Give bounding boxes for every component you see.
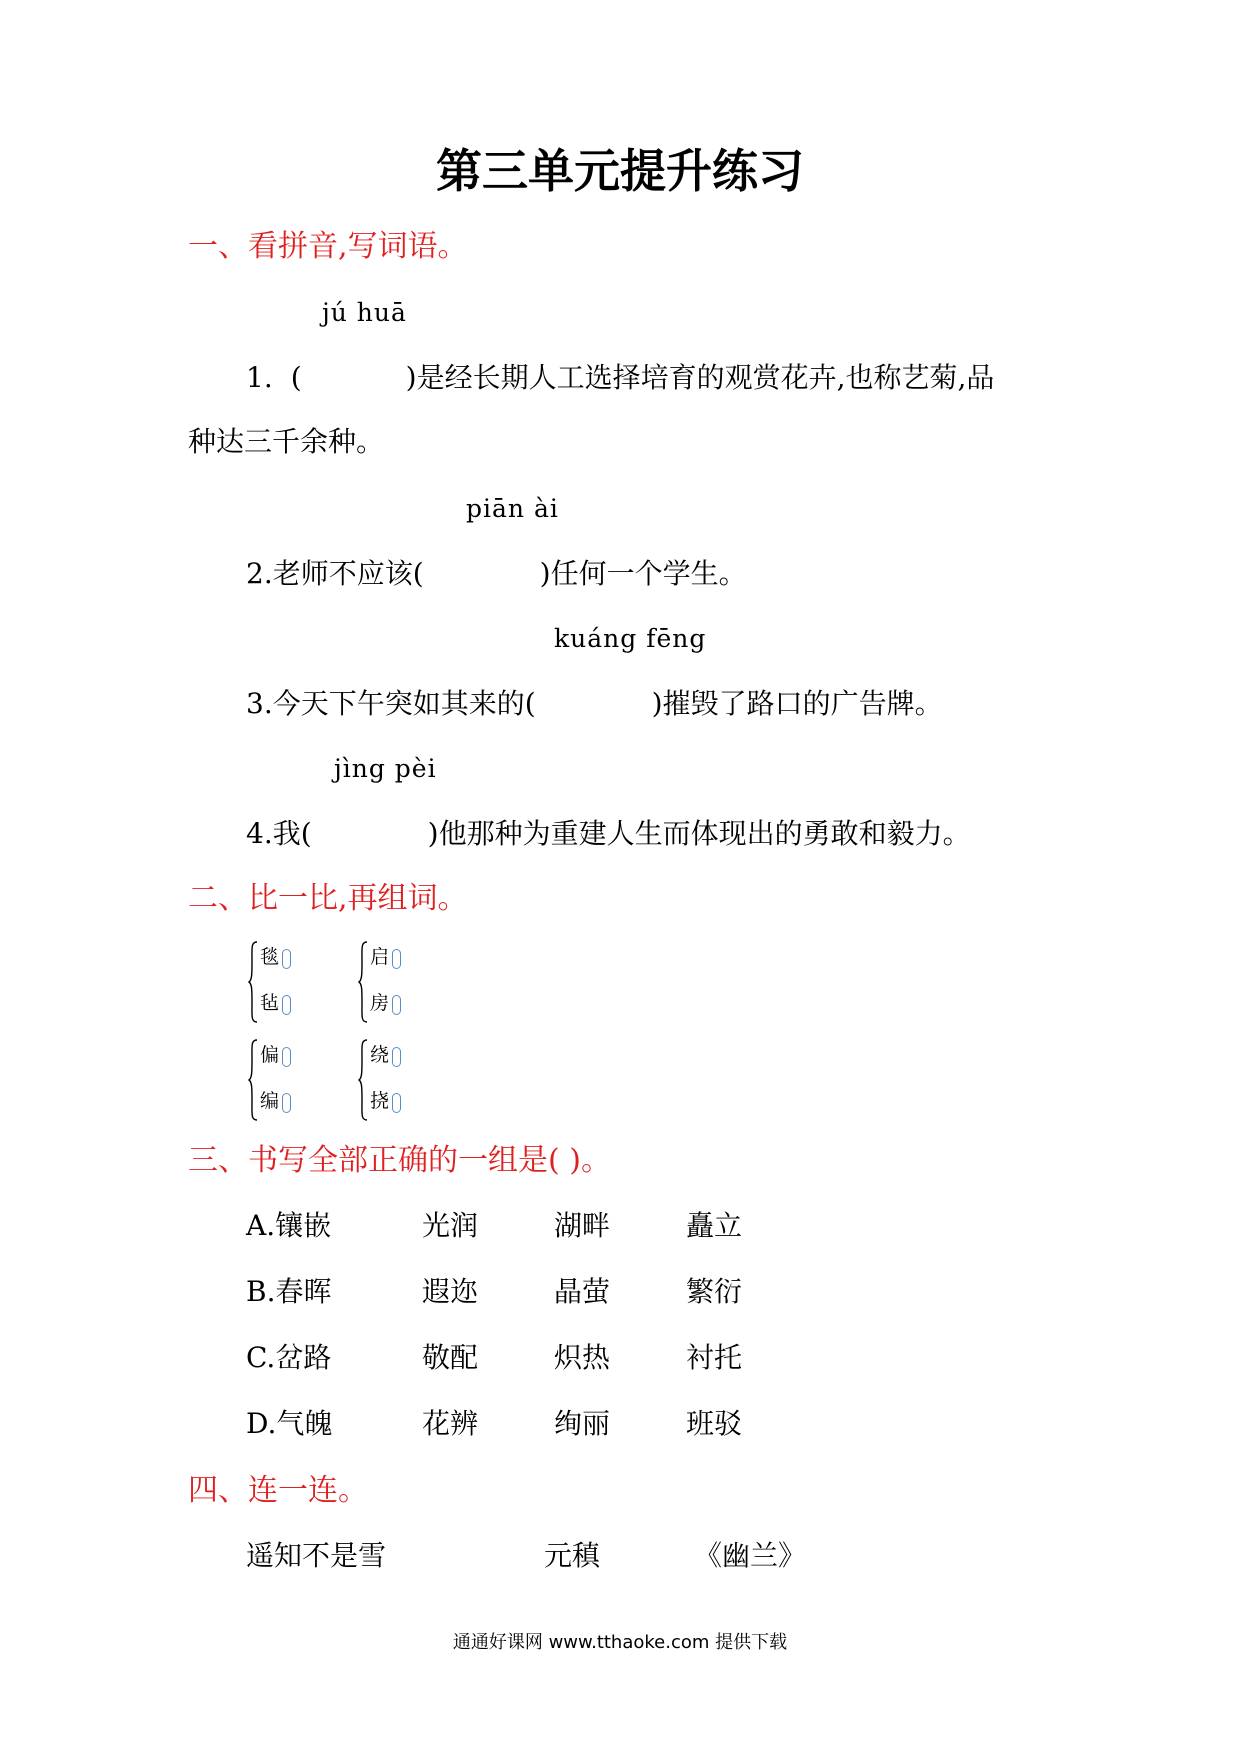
answer-paren[interactable] (392, 949, 401, 969)
option-b-word-3: 晶萤 (554, 1275, 611, 1308)
option-b-word-2: 遐迩 (422, 1275, 479, 1308)
pinyin-q4: jìng pèi (334, 754, 437, 783)
option-c-word-1[interactable]: C.岔路 (246, 1341, 332, 1374)
option-b-word-1[interactable]: B.春晖 (246, 1275, 332, 1308)
brace-icon (358, 940, 368, 1024)
option-d-word-3: 绚丽 (554, 1407, 611, 1440)
question-number: 1. (246, 361, 273, 394)
question-text-before: 2.老师不应该( (246, 557, 424, 590)
pair-char: 编 (260, 1090, 280, 1112)
pair-char: 房 (370, 992, 390, 1014)
open-paren: ( (290, 361, 302, 394)
pinyin-q3: kuáng fēng (554, 624, 707, 653)
pinyin-q1: jú huā (322, 298, 407, 327)
option-a-word-4: 矗立 (686, 1209, 743, 1242)
option-a-word-3: 湖畔 (554, 1209, 611, 1242)
pair-char: 偏 (260, 1044, 280, 1066)
pair-char: 毡 (260, 992, 280, 1014)
question-2 (246, 557, 747, 590)
pinyin-q2: piān ài (466, 494, 559, 523)
pair-char: 绕 (370, 1044, 390, 1066)
question-text: 是经长期人工选择培育的观赏花卉,也称艺菊,品 (416, 361, 995, 394)
question-4 (246, 817, 971, 850)
pair-char: 挠 (370, 1090, 390, 1112)
answer-paren[interactable] (282, 995, 291, 1015)
section-heading-4: 四、连一连。 (188, 1473, 368, 1508)
question-text-after: )摧毁了路口的广告牌。 (651, 687, 943, 720)
option-b-word-4: 繁衍 (686, 1275, 743, 1308)
question-3 (246, 687, 943, 720)
option-c-word-2: 敬配 (422, 1341, 479, 1374)
pair-char: 毯 (260, 946, 280, 968)
option-d-word-2: 花辨 (422, 1407, 479, 1440)
question-text-before: 3.今天下午突如其来的( (246, 687, 536, 720)
option-a-word-1[interactable]: A.镶嵌 (246, 1209, 332, 1242)
section-heading-3: 三、书写全部正确的一组是( )。 (188, 1143, 611, 1178)
match-author[interactable]: 元稹 (544, 1539, 601, 1572)
section-heading-1: 一、看拼音,写词语。 (188, 229, 468, 264)
brace-icon (358, 1038, 368, 1122)
brace-icon (248, 1038, 258, 1122)
option-d-word-4: 班驳 (686, 1407, 743, 1440)
close-paren: ) (405, 361, 417, 394)
question-1-line1 (246, 361, 995, 394)
match-poem-line[interactable]: 遥知不是雪 (246, 1539, 387, 1572)
match-title[interactable]: 《幽兰》 (694, 1539, 807, 1572)
page-title: 第三单元提升练习 (436, 144, 804, 198)
answer-paren[interactable] (392, 995, 401, 1015)
brace-icon (248, 940, 258, 1024)
answer-paren[interactable] (392, 1093, 401, 1113)
answer-paren[interactable] (282, 1093, 291, 1113)
answer-paren[interactable] (282, 949, 291, 969)
option-a-word-2: 光润 (422, 1209, 479, 1242)
answer-paren[interactable] (282, 1047, 291, 1067)
option-c-word-4: 衬托 (686, 1341, 743, 1374)
option-d-word-1[interactable]: D.气魄 (246, 1407, 333, 1440)
option-c-word-3: 炽热 (554, 1341, 611, 1374)
question-text-after: )他那种为重建人生而体现出的勇敢和毅力。 (427, 817, 971, 850)
answer-paren[interactable] (392, 1047, 401, 1067)
section-heading-2: 二、比一比,再组词。 (188, 881, 468, 916)
question-1-line2: 种达三千余种。 (188, 425, 385, 458)
pair-char: 启 (370, 946, 390, 968)
question-text-after: )任何一个学生。 (539, 557, 747, 590)
question-text-before: 4.我( (246, 817, 312, 850)
footer-credit: 通通好课网 www.tthaoke.com 提供下载 (452, 1632, 788, 1653)
